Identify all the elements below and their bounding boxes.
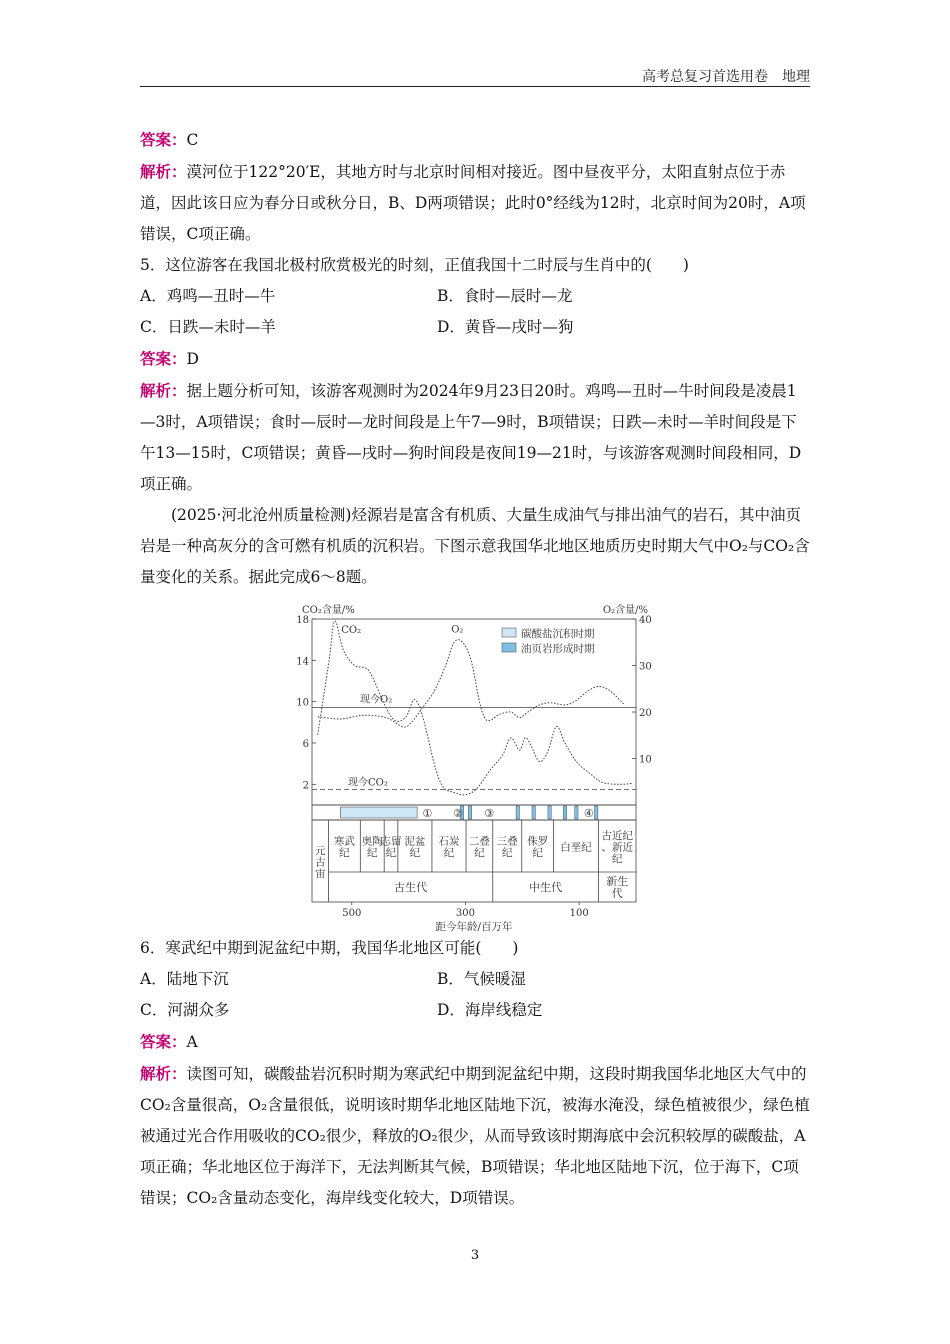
oil-shale-bar <box>516 806 519 819</box>
period-name: 志留纪 <box>380 835 402 859</box>
right-tick-label: 30 <box>639 661 652 673</box>
left-axis-label: CO₂含量/% <box>302 605 355 616</box>
oil-shale-bar <box>532 806 535 819</box>
option-a: A．鸡鸣—丑时—牛 <box>140 287 276 305</box>
option-c: C．河湖众多 <box>140 1001 230 1019</box>
legend-swatch-oil-shale <box>502 643 516 652</box>
era-name: 古生代 <box>394 881 428 894</box>
explanation-6: 解析：读图可知，碳酸盐岩沉积时期为寒武纪中期到泥盆纪中期，这段时期我国华北地区大气中的CO₂含量很高，O₂含量很低，说明该时期华北地区陆地下沉，被海水淹没，绿色植被很少，绿色植被通过光合作用吸收的CO₂很少，释放的O₂很少，从而导致该时期海底中会沉积较厚的碳酸盐，A项正确；华北地区位于海洋下，无法判断其气候，B项错误；华北地区陆地下沉，位于海下，C项错误；CO₂含量动态变化，海岸线变化较大，D项错误。 <box>140 1064 810 1207</box>
option-b: B．食时—辰时—龙 <box>437 287 573 305</box>
right-tick-label: 40 <box>639 615 652 626</box>
period-name: 三叠纪 <box>496 835 518 859</box>
answer-6: 答案：A <box>140 1032 198 1051</box>
explanation-5: 解析：据上题分析可知，该游客观测时为2024年9月23日20时。鸡鸣—丑时—牛时间段是凌晨1—3时，A项错误；食时—辰时—龙时间段是上午7—9时，B项错误；日跌—未时—羊时间段是下午13—15时，C项错误；黄昏—戌时—狗时间段是夜间19—21时，与该游客观测时间段相同，D项正确。 <box>140 381 802 493</box>
period-circle-label: ④ <box>583 807 594 820</box>
right-tick-label: 10 <box>639 754 652 766</box>
period-name: 石炭纪 <box>438 835 460 859</box>
period-name: 侏罗纪 <box>527 835 549 859</box>
period-name: 二叠纪 <box>468 835 490 859</box>
option-a: A．陆地下沉 <box>140 970 229 988</box>
legend-label-carbonate: 碳酸盐沉积时期 <box>521 628 595 640</box>
question-5-options <box>140 281 810 312</box>
option-d: D．黄昏—戌时—狗 <box>437 318 574 336</box>
explanation-4: 解析：漠河位于122°20′E，其地方时与北京时间相对接近。图中昼夜平分，太阳直射点位于赤道，因此该日应为春分日或秋分日，B、D两项错误；此时0°经线为12时，北京时间为20时，A项错误，C项正确。 <box>140 162 806 243</box>
oil-shale-bar <box>563 806 566 819</box>
left-tick-label: 18 <box>296 615 309 626</box>
question-6-options <box>140 995 810 1026</box>
left-tick-label: 10 <box>296 697 309 709</box>
question-5: 5．这位游客在我国北极村欣赏极光的时刻，正值我国十二时辰与生肖中的( ) <box>140 256 689 274</box>
option-c: C．日跌—未时—羊 <box>140 318 276 336</box>
period-name: 白垩纪 <box>560 841 592 854</box>
period-name: 泥盆纪 <box>404 835 426 859</box>
x-tick-label: 500 <box>342 908 362 919</box>
answer-4: 答案：C <box>140 130 199 149</box>
page-number: 3 <box>470 1248 480 1263</box>
answer-5: 答案：D <box>140 349 199 368</box>
option-d: D．海岸线稳定 <box>437 1001 543 1019</box>
period-circle-label: ③ <box>484 807 495 820</box>
period-name: 寒武纪 <box>333 835 355 859</box>
question-6: 6．寒武纪中期到泥盆纪中期，我国华北地区可能( ) <box>140 939 519 957</box>
question-5-options <box>140 312 810 343</box>
intro-6-8: (2025·河北沧州质量检测)烃源岩是富含有机质、大量生成油气与排出油气的岩石，其中油页岩是一种高灰分的含可燃有机质的沉积岩。下图示意我国华北地区地质历史时期大气中O₂与CO₂含量变化的关系。据此完成6～8题。 <box>140 506 810 586</box>
era-name: 中生代 <box>529 881 563 894</box>
header-rule <box>140 86 810 87</box>
option-b: B．气候暖湿 <box>437 970 526 988</box>
left-tick-label: 2 <box>302 780 309 792</box>
geologic-chart <box>296 601 652 933</box>
left-tick-label: 14 <box>296 656 309 668</box>
page-content <box>140 124 810 1214</box>
carbonate-period-bar <box>340 807 417 818</box>
right-tick-label: 20 <box>639 708 652 719</box>
period-name: 元古宙 <box>314 844 326 880</box>
era-name: 新生代 <box>606 875 629 900</box>
present-co2-label: 现今CO₂ <box>348 777 388 789</box>
period-circle-label: ① <box>422 807 433 820</box>
o2-series-label: O₂ <box>451 624 464 636</box>
co2-series-label: CO₂ <box>341 625 362 637</box>
legend-swatch-carbonate <box>502 628 516 637</box>
oil-shale-bar <box>575 806 578 819</box>
oil-shale-bar <box>468 806 471 819</box>
oil-shale-bar <box>548 806 551 819</box>
x-tick-label: 300 <box>455 908 476 919</box>
period-name: 奥陶纪 <box>361 835 383 859</box>
left-tick-label: 6 <box>302 739 309 750</box>
legend-label-oil-shale: 油页岩形成时期 <box>521 643 595 655</box>
period-circle-label: ② <box>453 807 464 820</box>
oil-shale-bar <box>595 806 598 819</box>
page-header: 高考总复习首选用卷 地理 <box>642 69 810 85</box>
x-tick-label: 100 <box>569 908 589 919</box>
right-axis-label: O₂含量/% <box>602 605 648 616</box>
question-6-options <box>140 964 810 995</box>
x-axis-label: 距今年龄/百万年 <box>435 921 513 933</box>
present-o2-label: 现今O₂ <box>360 694 393 706</box>
period-name: 古近纪、新近纪 <box>601 829 633 865</box>
